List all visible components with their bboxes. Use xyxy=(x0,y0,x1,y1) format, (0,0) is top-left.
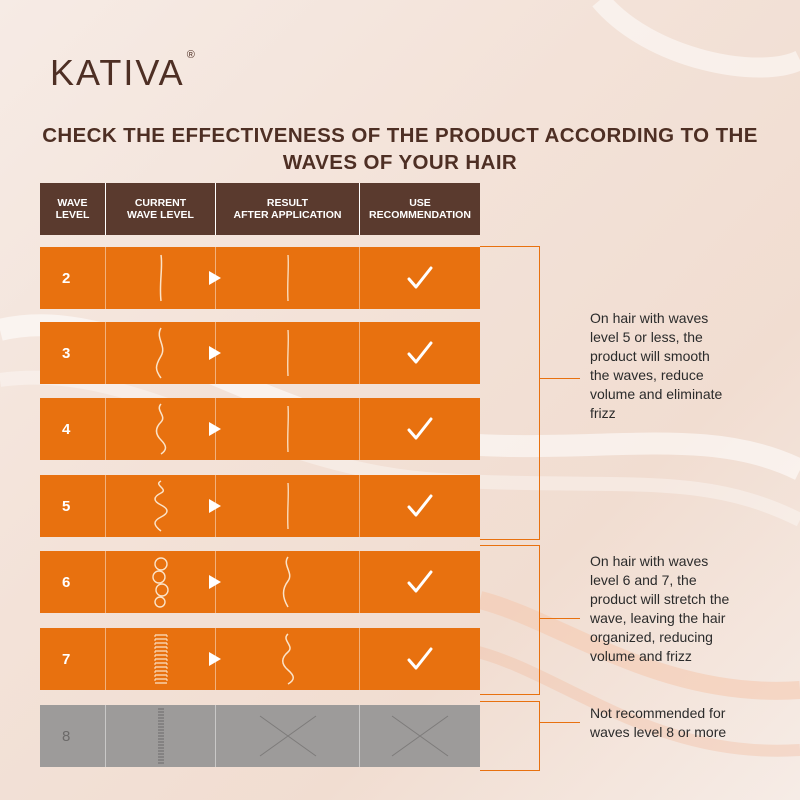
arrow-right-icon xyxy=(209,575,221,589)
current-wave-cell xyxy=(106,247,216,309)
current-wave-cell xyxy=(106,398,216,460)
column-header-line: USE xyxy=(409,197,431,209)
bracket-pointer xyxy=(540,618,580,619)
arrow-right-icon xyxy=(209,499,221,513)
result-cell xyxy=(216,398,360,460)
straight-hair-icon xyxy=(278,253,298,303)
check-icon xyxy=(406,264,434,292)
result-cell xyxy=(216,705,360,767)
wave-level-value: 4 xyxy=(40,398,106,460)
hair-coil-8-icon xyxy=(154,707,168,765)
check-icon xyxy=(406,568,434,596)
note-line: level 5 or less, the xyxy=(590,329,703,345)
table-row-level-6 xyxy=(40,551,480,613)
note-line: volume and frizz xyxy=(590,648,692,664)
column-header-line: RECOMMENDATION xyxy=(369,209,471,221)
bracket-pointer xyxy=(540,378,580,379)
page-title-line-2: WAVES OF YOUR HAIR xyxy=(282,151,518,174)
note-line: level 6 and 7, the xyxy=(590,572,697,588)
note-line: organized, reducing xyxy=(590,629,713,645)
column-header-line: WAVE xyxy=(57,197,88,209)
wavy-hair-icon xyxy=(278,555,298,609)
recommendation-cell xyxy=(360,475,480,537)
check-icon xyxy=(406,492,434,520)
wave-level-value: 5 xyxy=(40,475,106,537)
brand-logo xyxy=(50,49,195,94)
column-header-line: LEVEL xyxy=(55,209,90,221)
result-cell xyxy=(216,475,360,537)
cross-icon xyxy=(258,714,318,758)
current-wave-cell xyxy=(106,475,216,537)
recommendation-cell xyxy=(360,247,480,309)
note-line: the waves, reduce xyxy=(590,367,704,383)
table-row-level-2 xyxy=(40,247,480,309)
result-cell xyxy=(216,551,360,613)
note-levels-6-7 xyxy=(590,552,770,666)
cross-icon xyxy=(390,714,450,758)
wave-level-value: 6 xyxy=(40,551,106,613)
bracket-levels-6-7 xyxy=(480,545,540,695)
recommendation-cell xyxy=(360,551,480,613)
arrow-right-icon xyxy=(209,652,221,666)
result-cell xyxy=(216,628,360,690)
wave-level-value: 7 xyxy=(40,628,106,690)
check-icon xyxy=(406,645,434,673)
note-line: On hair with waves xyxy=(590,553,709,569)
recommendation-cell xyxy=(360,628,480,690)
recommendation-cell xyxy=(360,398,480,460)
table-row-level-3 xyxy=(40,322,480,384)
brand-name: KATIVA xyxy=(50,52,185,93)
arrow-right-icon xyxy=(209,422,221,436)
current-wave-cell xyxy=(106,551,216,613)
bracket-pointer xyxy=(540,722,580,723)
result-cell xyxy=(216,247,360,309)
hair-wave-5-icon xyxy=(151,479,171,533)
column-header-wave-level xyxy=(40,183,106,235)
registered-mark: ® xyxy=(186,49,195,61)
column-header-recommendation xyxy=(360,183,480,235)
column-header-line: RESULT xyxy=(266,197,309,209)
check-icon xyxy=(406,339,434,367)
page-title xyxy=(20,122,780,176)
note-level-8 xyxy=(590,704,770,742)
hair-wave-2-icon xyxy=(151,253,171,303)
straight-hair-icon xyxy=(278,328,298,378)
recommendation-cell xyxy=(360,705,480,767)
note-line: product will stretch the xyxy=(590,591,730,607)
table-row-level-7 xyxy=(40,628,480,690)
hair-wave-3-icon xyxy=(151,326,171,380)
check-icon xyxy=(406,415,434,443)
column-header-line: CURRENT xyxy=(134,197,187,209)
bracket-levels-2-5 xyxy=(480,246,540,540)
note-levels-2-5 xyxy=(590,309,770,423)
table-row-level-5 xyxy=(40,475,480,537)
hair-wave-4-icon xyxy=(151,402,171,456)
hair-coil-7-icon xyxy=(150,632,172,686)
table-row-level-4 xyxy=(40,398,480,460)
result-cell xyxy=(216,322,360,384)
note-line: Not recommended for xyxy=(590,705,726,721)
bracket-level-8 xyxy=(480,701,540,771)
column-header-line: AFTER APPLICATION xyxy=(233,209,342,221)
table-header xyxy=(40,183,480,235)
note-line: frizz xyxy=(590,405,616,421)
straight-hair-icon xyxy=(278,404,298,454)
hair-curl-6-icon xyxy=(148,555,174,609)
current-wave-cell xyxy=(106,322,216,384)
wave-level-value: 8 xyxy=(40,705,106,767)
page-title-line-1: CHECK THE EFFECTIVENESS OF THE PRODUCT ACCORDING TO THE xyxy=(42,124,758,147)
wave-level-value: 2 xyxy=(40,247,106,309)
column-header-result xyxy=(216,183,360,235)
wavy-hair-icon xyxy=(278,632,298,686)
arrow-right-icon xyxy=(209,346,221,360)
current-wave-cell xyxy=(106,705,216,767)
arrow-right-icon xyxy=(209,271,221,285)
column-header-line: WAVE LEVEL xyxy=(127,209,194,221)
note-line: wave, leaving the hair xyxy=(590,610,726,626)
note-line: waves level 8 or more xyxy=(590,724,727,740)
note-line: volume and eliminate xyxy=(590,386,723,402)
current-wave-cell xyxy=(106,628,216,690)
wave-level-value: 3 xyxy=(40,322,106,384)
column-header-current-wave-level xyxy=(106,183,216,235)
table-row-level-8 xyxy=(40,705,480,767)
recommendation-cell xyxy=(360,322,480,384)
note-line: product will smooth xyxy=(590,348,710,364)
note-line: On hair with waves xyxy=(590,310,709,326)
straight-hair-icon xyxy=(278,481,298,531)
